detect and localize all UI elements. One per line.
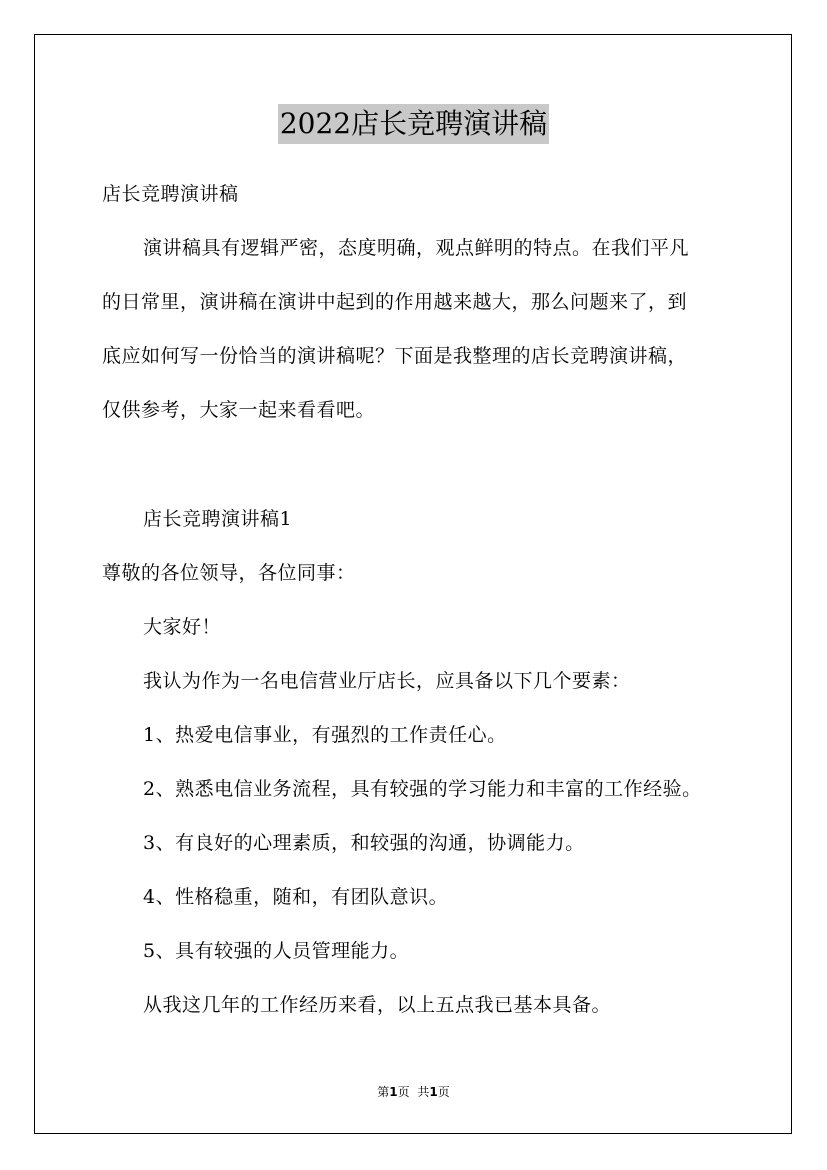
paragraph-line: 我认为作为一名电信营业厅店长，应具备以下几个要素： — [143, 670, 631, 692]
paragraph-line: 从我这几年的工作经历来看，以上五点我已基本具备。 — [143, 994, 612, 1016]
page-prefix: 第 — [377, 1085, 390, 1099]
total-number: 1 — [429, 1085, 438, 1099]
document-title: 2022店长竞聘演讲稿 — [278, 104, 549, 144]
greeting: 大家好！ — [143, 616, 222, 638]
salutation: 尊敬的各位领导，各位同事： — [102, 562, 356, 584]
page-number: 1 — [389, 1085, 398, 1099]
paragraph-line: 底应如何写一份恰当的演讲稿呢？下面是我整理的店长竞聘演讲稿， — [102, 345, 688, 367]
list-item: 1、热爱电信事业，有强烈的工作责任心。 — [143, 724, 507, 746]
paragraph-line: 演讲稿具有逻辑严密，态度明确，观点鲜明的特点。在我们平凡 — [143, 237, 690, 259]
page-footer — [0, 1084, 827, 1100]
paragraph-line: 仅供参考，大家一起来看看吧。 — [102, 399, 376, 421]
list-item: 5、具有较强的人员管理能力。 — [143, 940, 410, 962]
paragraph-line: 的日常里，演讲稿在演讲中起到的作用越来越大，那么问题来了，到 — [102, 291, 688, 313]
list-item: 4、性格稳重，随和，有团队意识。 — [143, 886, 449, 908]
title-container — [0, 104, 827, 144]
page-suffix: 页 — [397, 1085, 410, 1099]
intro-heading: 店长竞聘演讲稿 — [102, 183, 239, 205]
list-item: 2、熟悉电信业务流程，具有较强的学习能力和丰富的工作经验。 — [143, 778, 702, 800]
total-prefix: 共 — [417, 1085, 430, 1099]
total-suffix: 页 — [437, 1085, 450, 1099]
list-item: 3、有良好的心理素质，和较强的沟通，协调能力。 — [143, 832, 585, 854]
section-heading: 店长竞聘演讲稿1 — [143, 508, 293, 530]
